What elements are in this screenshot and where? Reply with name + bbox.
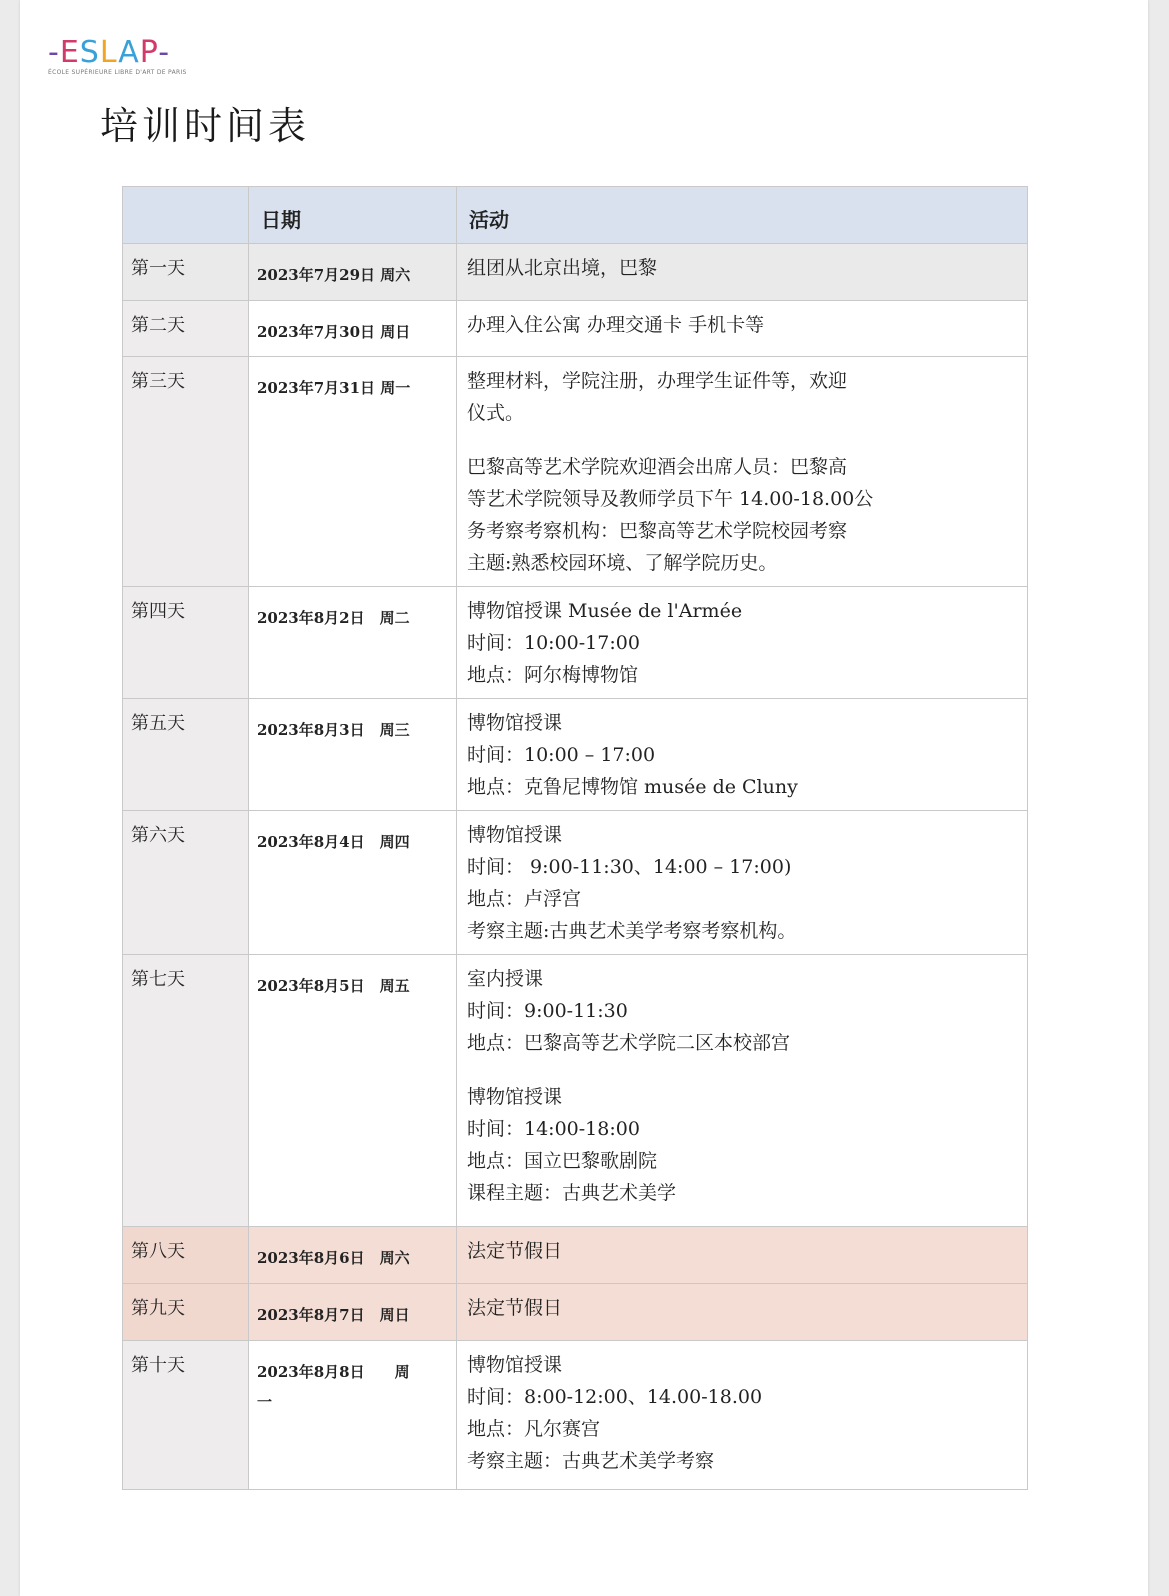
date-cell (249, 955, 457, 1227)
activity-line: 地点：凡尔赛宫 (467, 1418, 601, 1440)
activity-line: 整理材料，学院注册，办理学生证件等，欢迎 (467, 370, 848, 392)
activity-line: 考察主题:古典艺术美学考察考察机构。 (467, 920, 797, 942)
date-label: 2023年8月6日 周六 (257, 1249, 410, 1267)
activity-cell (457, 699, 1028, 811)
day-cell (123, 587, 249, 699)
day-label: 第九天 (131, 1298, 185, 1319)
date-label: 2023年8月5日 周五 (257, 977, 410, 995)
day-label: 第五天 (131, 713, 185, 734)
activity-cell (457, 1227, 1028, 1284)
eslap-logo (48, 35, 208, 82)
header-activity: 活动 (457, 187, 1028, 244)
day-cell (123, 357, 249, 587)
date-cell (249, 301, 457, 357)
activity-cell (457, 244, 1028, 301)
activity-line: 仪式。 (467, 402, 525, 424)
activity-line: 博物馆授课 (467, 1354, 563, 1376)
day-cell (123, 1341, 249, 1490)
table-row (123, 1284, 1028, 1341)
logo-subtitle: ÉCOLE SUPÉRIEURE LIBRE D'ART DE PARIS (48, 69, 187, 76)
date-label: 2023年8月3日 周三 (257, 721, 410, 739)
date-label: 2023年8月8日 周 一 (257, 1363, 410, 1411)
date-label: 2023年7月30日 周日 (257, 323, 411, 341)
activity-cell (457, 587, 1028, 699)
table-row (123, 811, 1028, 955)
activity-cell (457, 955, 1028, 1227)
day-label: 第十天 (131, 1355, 185, 1376)
activity-cell (457, 301, 1028, 357)
table-row (123, 244, 1028, 301)
activity-cell (457, 1341, 1028, 1490)
day-label: 第三天 (131, 371, 185, 392)
activity-line: 时间：10:00 – 17:00 (467, 744, 656, 766)
activity-line: 博物馆授课 (467, 824, 563, 846)
activity-cell (457, 1284, 1028, 1341)
activity-line: 地点：国立巴黎歌剧院 (467, 1150, 658, 1172)
activity-line: 法定节假日 (467, 1240, 563, 1262)
activity-line: 等艺术学院领导及教师学员下午 14.00-18.00公 (467, 488, 874, 510)
activity-line: 时间：14:00-18:00 (467, 1118, 640, 1140)
day-cell (123, 811, 249, 955)
date-label: 2023年7月31日 周一 (257, 379, 411, 397)
activity-line: 课程主题：古典艺术美学 (467, 1182, 677, 1204)
logo-wordmark: -ESLAP- (48, 35, 171, 70)
activity-line: 时间：8:00-12:00、14.00-18.00 (467, 1386, 763, 1408)
date-cell (249, 244, 457, 301)
activity-line: 室内授课 (467, 968, 544, 990)
activity-line: 地点：卢浮宫 (467, 888, 582, 910)
table-row (123, 1341, 1028, 1490)
date-cell (249, 587, 457, 699)
header-date: 日期 (249, 187, 457, 244)
day-label: 第七天 (131, 969, 185, 990)
activity-line: 主题:熟悉校园环境、了解学院历史。 (467, 552, 778, 574)
activity-line: 地点：巴黎高等艺术学院二区本校部宫 (467, 1032, 791, 1054)
day-cell (123, 1284, 249, 1341)
activity-line: 巴黎高等艺术学院欢迎酒会出席人员：巴黎高 (467, 456, 848, 478)
header-day (123, 187, 249, 244)
activity-line: 博物馆授课 Musée de l'Armée (467, 600, 743, 622)
day-cell (123, 699, 249, 811)
day-cell (123, 244, 249, 301)
table-header-row (123, 187, 1028, 244)
table-row (123, 301, 1028, 357)
date-label: 2023年7月29日 周六 (257, 266, 411, 284)
activity-line: 时间：10:00-17:00 (467, 632, 640, 654)
date-cell (249, 699, 457, 811)
activity-cell (457, 357, 1028, 587)
activity-line: 地点：阿尔梅博物馆 (467, 664, 639, 686)
date-label: 2023年8月7日 周日 (257, 1306, 410, 1324)
date-cell (249, 1227, 457, 1284)
activity-line: 务考察考察机构：巴黎高等艺术学院校园考察 (467, 520, 848, 542)
table-row (123, 955, 1028, 1227)
activity-line: 地点：克鲁尼博物馆 musée de Cluny (467, 776, 798, 798)
table-row (123, 1227, 1028, 1284)
day-cell (123, 301, 249, 357)
day-label: 第六天 (131, 825, 185, 846)
day-label: 第八天 (131, 1241, 185, 1262)
document-page (20, 0, 1148, 1596)
day-label: 第一天 (131, 258, 185, 279)
day-cell (123, 955, 249, 1227)
schedule-table (122, 186, 1028, 1490)
activity-line: 办理入住公寓 办理交通卡 手机卡等 (467, 314, 765, 336)
table-row (123, 587, 1028, 699)
date-cell (249, 357, 457, 587)
activity-line: 博物馆授课 (467, 1086, 563, 1108)
activity-line: 时间： 9:00-11:30、14:00 – 17:00) (467, 856, 792, 878)
date-label: 2023年8月2日 周二 (257, 609, 410, 627)
date-cell (249, 1284, 457, 1341)
date-label: 2023年8月4日 周四 (257, 833, 410, 851)
day-cell (123, 1227, 249, 1284)
activity-line: 时间：9:00-11:30 (467, 1000, 628, 1022)
table-row (123, 699, 1028, 811)
date-cell (249, 1341, 457, 1490)
activity-line: 考察主题：古典艺术美学考察 (467, 1450, 715, 1472)
activity-line: 组团从北京出境，巴黎 (467, 257, 658, 279)
activity-line: 博物馆授课 (467, 712, 563, 734)
activity-line: 法定节假日 (467, 1297, 563, 1319)
page-title: 培训时间表 (100, 104, 311, 148)
day-label: 第二天 (131, 315, 185, 336)
table-row (123, 357, 1028, 587)
date-cell (249, 811, 457, 955)
activity-cell (457, 811, 1028, 955)
day-label: 第四天 (131, 601, 185, 622)
